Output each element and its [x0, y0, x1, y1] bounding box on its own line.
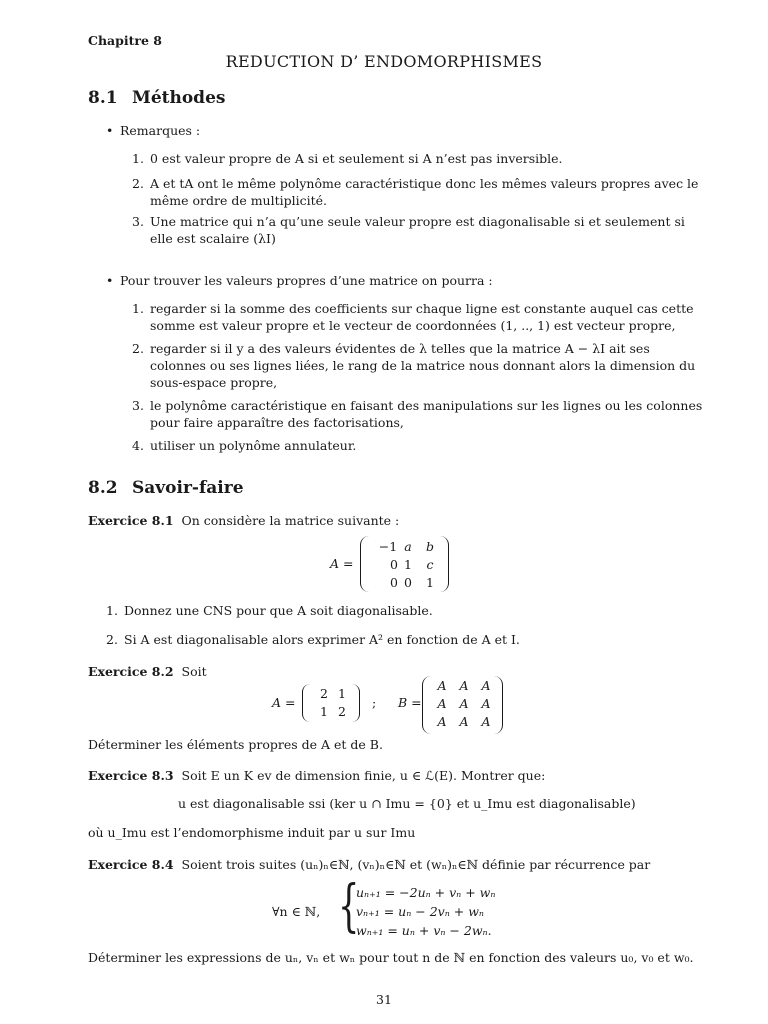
list-item: 3. Une matrice qui n’a qu’une seule valeur propre est diagonalisable si et seulement si elle est scalaire (λI) — [132, 214, 685, 246]
matrix-cell: A — [437, 678, 447, 693]
section-heading-methodes — [88, 88, 225, 108]
bullet-label: Remarques : — [120, 123, 201, 138]
matrix-cell: A — [459, 696, 469, 711]
matrix-cell: a — [404, 539, 412, 554]
quantifier: ∀n ∈ ℕ, — [272, 904, 321, 919]
matrix-cell: A — [459, 714, 469, 729]
list-item: 4. utiliser un polynôme annulateur. — [132, 438, 357, 453]
matrix-cell: 2 — [320, 686, 328, 701]
bullet-label: Pour trouver les valeurs propres d’une matrice on pourra : — [120, 273, 493, 288]
exercise-8-4-intro: Exercice 8.4 Soient trois suites (uₙ)ₙ∈ℕ, (vₙ)ₙ∈ℕ et (wₙ)ₙ∈ℕ définie par récurrence par — [88, 857, 651, 872]
matrix-a — [360, 536, 450, 594]
exercise-label: Exercice 8.1 — [88, 513, 174, 528]
matrix-cell: −1 — [378, 539, 398, 554]
matrix-cell: 2 — [338, 704, 346, 719]
exercise-8-4-question: Déterminer les expressions de uₙ, vₙ et wₙ pour tout n de ℕ en fonction des valeurs u₀, v₀ et w₀. — [88, 950, 694, 965]
left-paren — [302, 684, 310, 722]
matrix-cell: A — [481, 714, 491, 729]
section-heading-savoir-faire — [88, 478, 244, 498]
section-number: 8.1 — [88, 88, 118, 108]
matrix-cell: 1 — [404, 557, 412, 572]
section-title: Méthodes — [132, 88, 226, 108]
matrix-cell: c — [426, 557, 434, 572]
list-item: 2. A et tA ont le même polynôme caractéristique donc les mêmes valeurs propres avec le même ordre de multiplicité. — [132, 176, 699, 208]
exercise-8-1-intro: Exercice 8.1 On considère la matrice suivante : — [88, 513, 400, 528]
system-line: wₙ₊₁ = uₙ + vₙ − 2wₙ. — [356, 923, 492, 938]
right-paren — [494, 676, 503, 734]
bullet-valeurs-propres: • Pour trouver les valeurs propres d’une matrice on pourra : — [106, 273, 493, 288]
left-brace: { — [338, 874, 360, 939]
bullet-remarques: • Remarques : — [106, 123, 201, 138]
list-item: 1. regarder si la somme des coefficients sur chaque ligne est constante auquel cas cette somme est valeur propre et le vecteur de coordonnées (1, .., 1) est vecteur propre, — [132, 301, 694, 333]
chapter-title: REDUCTION D’ ENDOMORPHISMES — [225, 52, 543, 71]
exercise-label: Exercice 8.4 — [88, 857, 174, 872]
exercise-8-2-intro: Exercice 8.2 Soit — [88, 664, 207, 679]
right-paren — [440, 536, 449, 592]
matrix-cell: b — [425, 539, 434, 554]
exercise-8-2-question: Déterminer les éléments propres de A et de B. — [88, 737, 383, 752]
separator: ; — [372, 695, 377, 710]
matrix-cell: A — [481, 678, 491, 693]
list-item: 2. regarder si il y a des valeurs évidentes de λ telles que la matrice A − λI ait ses colonnes ou ses lignes liées, le rang de la matrice nous donnant alors la dimension du sous-espace propre, — [132, 341, 696, 390]
matrix-cell: 1 — [320, 704, 328, 719]
matrix-a2-name: A = — [272, 695, 296, 710]
section-title: Savoir-faire — [132, 478, 244, 498]
exercise-label: Exercice 8.3 — [88, 768, 174, 783]
matrix-cell: 1 — [426, 575, 434, 590]
matrix-cell: A — [437, 714, 447, 729]
section-number: 8.2 — [88, 478, 118, 498]
exercise-label: Exercice 8.2 — [88, 664, 174, 679]
right-paren — [352, 684, 360, 722]
exercise-8-3-intro: Exercice 8.3 Soit E un K ev de dimension finie, u ∈ ℒ(E). Montrer que: — [88, 768, 546, 783]
exercise-8-3-note: où u_Imu est l’endomorphisme induit par u sur Imu — [88, 825, 416, 840]
matrix-b-name: B = — [398, 695, 422, 710]
matrix-cell: 0 — [390, 575, 398, 590]
matrix-a2 — [302, 684, 362, 724]
exercise-8-3-statement: u est diagonalisable ssi (ker u ∩ Imu = {0} et u_Imu est diagonalisable) — [178, 796, 636, 811]
left-paren — [360, 536, 369, 592]
matrix-cell: A — [459, 678, 469, 693]
system-line: vₙ₊₁ = uₙ − 2vₙ + wₙ — [356, 904, 484, 919]
matrix-cell: 0 — [390, 557, 398, 572]
matrix-b — [422, 676, 504, 736]
matrix-cell: 1 — [338, 686, 346, 701]
list-item: 3. le polynôme caractéristique en faisant des manipulations sur les lignes ou les colonnes pour faire apparaître des factorisations, — [132, 398, 703, 430]
chapter-label: Chapitre 8 — [88, 33, 162, 48]
list-item: 2. Si A est diagonalisable alors exprimer A² en fonction de A et I. — [106, 632, 520, 647]
list-item: 1. Donnez une CNS pour que A soit diagonalisable. — [106, 603, 433, 618]
list-item: 1. 0 est valeur propre de A si et seulement si A n’est pas inversible. — [132, 151, 563, 166]
matrix-cell: A — [437, 696, 447, 711]
system-line: uₙ₊₁ = −2uₙ + vₙ + wₙ — [356, 885, 496, 900]
page-number: 31 — [376, 992, 392, 1007]
matrix-a-name: A = — [330, 556, 354, 571]
matrix-cell: A — [481, 696, 491, 711]
matrix-cell: 0 — [404, 575, 412, 590]
